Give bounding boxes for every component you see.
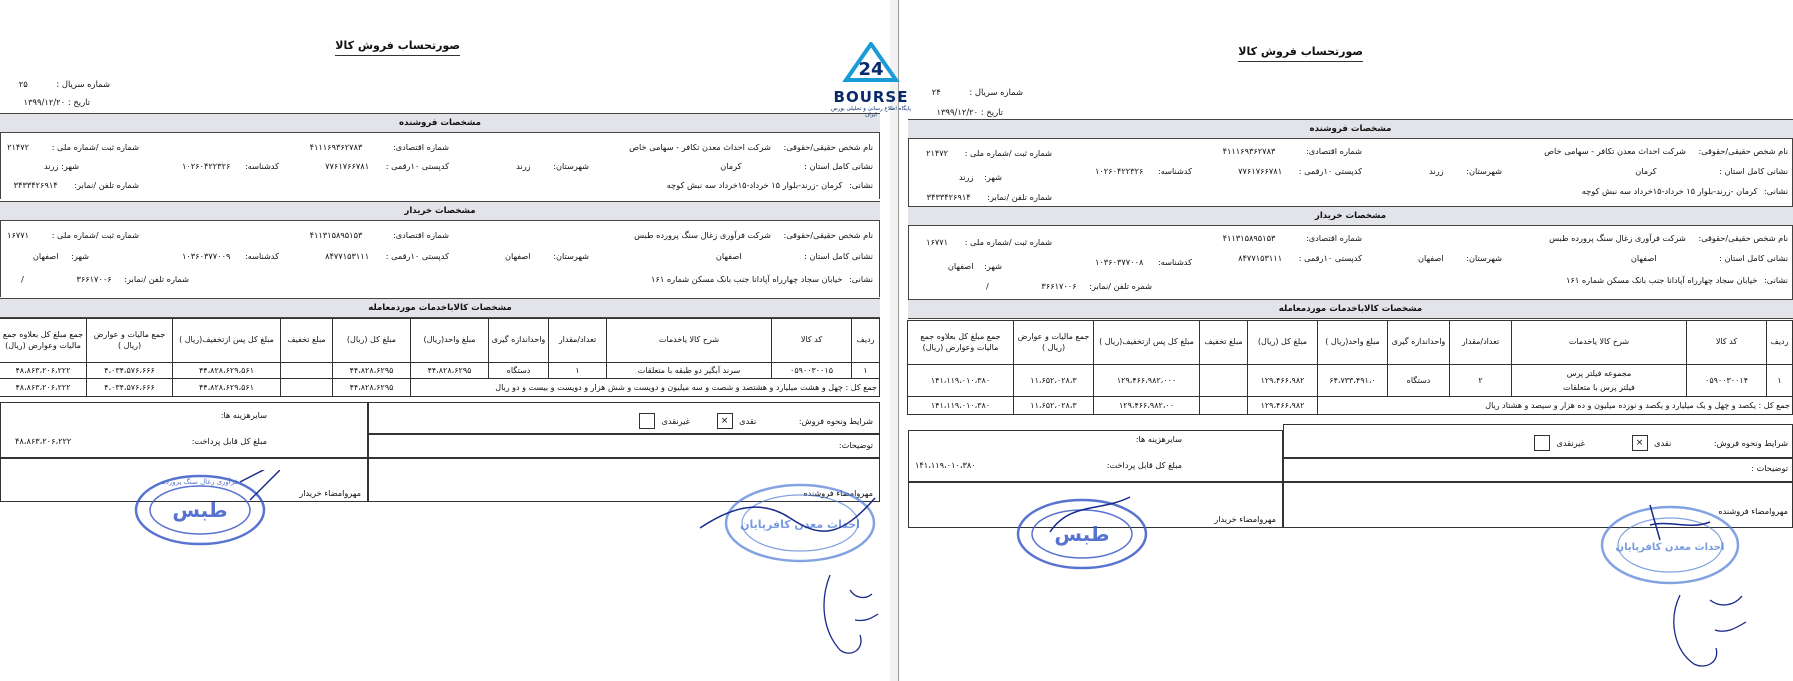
handwriting-right xyxy=(1660,580,1760,675)
col-discount: مبلغ تخفیف xyxy=(1200,321,1248,365)
seller-panel xyxy=(0,133,880,199)
table-row: ۱ ۰۵۹۰۰۳۰۰۱۴ مجموعه فیلتر پرس فیلتر پرس با متعلقات ۲ دستگاه ۶۴،۷۳۳،۴۹۱،۰ ۱۲۹،۴۶۶،۹۸۲ ۱۲۹،۴۶۶،۹۸۲،۰۰۰ ۱۱،۶۵۲،۰۲۸،۳ ۱۴۱،۱۱۹،۰۱۰،۳۸۰ xyxy=(908,365,1793,397)
buyer-header: مشخصات خریدار xyxy=(0,201,880,221)
seller-reg-row: شماره ثبت /شماره ملی : ۲۱۴۷۲ xyxy=(926,148,1052,158)
seller-stamp-right xyxy=(1590,500,1750,590)
payable-amount: ۱۴۱،۱۱۹،۰۱۰،۳۸۰ xyxy=(915,460,976,470)
seller-postal-row: کدپستی ۱۰رقمی : ۷۷۶۱۷۶۶۷۸۱ xyxy=(325,161,449,171)
seller-sign-label: مهروامضاء فروشنده xyxy=(1718,506,1788,516)
invoice-date: ۱۳۹۹/۱۲/۲۰ xyxy=(23,97,66,107)
bourse-logo: 24 BOURSE پایگاه اطلاع رسانی و تحلیلی بورس ایران xyxy=(826,42,916,112)
col-code: کد کالا xyxy=(772,319,852,363)
svg-text:24: 24 xyxy=(858,59,884,80)
payable-label: مبلغ کل قابل پرداخت: xyxy=(1106,460,1182,470)
terms-label: شرایط ونحوه فروش: xyxy=(1713,437,1788,448)
notes-label: توضیحات : xyxy=(1751,463,1788,473)
buyer-reg-row: شماره ثبت /شماره ملی : ۱۶۷۷۱ xyxy=(926,237,1052,247)
buyer-econ-row: شماره اقتصادی: ۴۱۱۳۱۵۸۹۵۱۵۳ xyxy=(309,230,449,240)
buyer-reg-row: شماره ثبت /شماره ملی : ۱۶۷۷۱ xyxy=(7,230,139,240)
buyer-province-row: نشانی کامل استان : اصفهان xyxy=(715,251,873,261)
seller-province-row: نشانی کامل استان : کرمان xyxy=(1635,166,1788,176)
handwriting-left xyxy=(810,570,890,665)
buyer-econ-row: شماره اقتصادی: ۴۱۱۳۱۵۸۹۵۱۵۳ xyxy=(1222,233,1362,243)
col-row: ردیف xyxy=(852,319,880,363)
buyer-postal-row: کدپستی ۱۰رقمی : ۸۴۷۷۱۵۳۱۱۱ xyxy=(1238,253,1362,263)
col-unit: واحداندازه گیری xyxy=(1388,321,1450,365)
other-costs-label: سایرهزینه ها: xyxy=(1135,434,1182,444)
col-code: کد کالا xyxy=(1687,321,1767,365)
seller-phone-row: شماره تلفن /نمابر: ۳۴۳۳۴۲۶۹۱۴ xyxy=(13,180,139,190)
seller-town-row: شهر: زرند xyxy=(43,161,79,171)
items-table xyxy=(0,318,880,397)
buyer-town-row: شهر: اصفهان xyxy=(947,261,1002,271)
payable-amount: ۴۸،۸۶۳،۲۰۶،۲۲۲ xyxy=(15,436,72,446)
sum-tax: ۴،۰۳۴،۵۷۶،۶۶۶ xyxy=(87,379,173,397)
buyer-header: مشخصات خریدار xyxy=(908,206,1793,226)
buyer-nid-row: کدشناسه: ۱۰۳۶۰۳۷۷۰۰۸ xyxy=(1094,257,1192,267)
sum-grand: ۱۴۱،۱۱۹،۰۱۰،۳۸۰ xyxy=(908,397,1014,415)
sum-total: ۱۲۹،۴۶۶،۹۸۲ xyxy=(1248,397,1318,415)
buyer-address-row: نشانی: خیابان سجاد چهارراه آپادانا جنب بانک مسکن شماره ۱۶۱ xyxy=(1566,275,1788,285)
col-after-discount: مبلغ کل پس ازتخفیف(ریال ) xyxy=(173,319,281,363)
seller-econ-row: شماره اقتصادی: ۴۱۱۱۶۹۳۶۲۷۸۳ xyxy=(1222,146,1362,156)
col-grand: جمع مبلغ کل بعلاوه جمع مالیات وعوارض (ریال) xyxy=(0,319,87,363)
bourse-logo-icon xyxy=(841,42,901,84)
sum-row: جمع کل : یکصد و چهل و یک میلیارد و یکصد و نوزده میلیون و ده هزار و سیصد و هشتاد ریال ۱۲۹،۴۶۶،۹۸۲ ۱۲۹،۴۶۶،۹۸۲،۰۰ ۱۱،۶۵۲،۰۲۸،۳ ۱۴۱،۱۱۹،۰۱۰،۳۸۰ xyxy=(908,397,1793,415)
col-discount: مبلغ تخفیف xyxy=(281,319,333,363)
date-line: تاریخ : ۱۳۹۹/۱۲/۲۰ xyxy=(23,97,90,107)
svg-text:احداث معدن کافرپایان: احداث معدن کافرپایان xyxy=(1615,542,1725,553)
sum-row: جمع کل : چهل و هشت میلیارد و هشتصد و شصت و سه میلیون و دویست و شش هزار و دویست و بیست و دو ریال ۴۴،۸۲۸،۶۲۹۵ ۴۴،۸۲۸،۶۲۹،۵۶۱ ۴،۰۳۴،۵۷۶،۶۶۶ ۴۸،۸۶۳،۲۰۶،۲۲۲ xyxy=(0,379,880,397)
seller-nid-row: کدشناسه: ۱۰۲۶۰۴۲۲۳۲۶ xyxy=(1094,166,1192,176)
noncash-checkbox[interactable] xyxy=(639,413,655,429)
items-header-row xyxy=(0,319,880,363)
terms-box: شرایط ونحوه فروش: نقدی × غیرنقدی xyxy=(368,402,880,434)
col-total: مبلغ کل (ریال) xyxy=(333,319,411,363)
cash-checkbox[interactable]: × xyxy=(1632,435,1648,451)
col-after-discount: مبلغ کل پس ازتخفیف(ریال ) xyxy=(1094,321,1200,365)
seller-address-row: نشانی: کرمان -زرند-بلوار ۱۵ خرداد-۱۵خرداد سه نبش کوچه xyxy=(1581,186,1788,196)
sum-tax: ۱۱،۶۵۲،۰۲۸،۳ xyxy=(1014,397,1094,415)
sum-after: ۴۴،۸۲۸،۶۲۹،۵۶۱ xyxy=(173,379,281,397)
buyer-address-row: نشانی: خیابان سجاد چهارراه آپادانا جنب بانک مسکن شماره ۱۶۱ xyxy=(651,274,873,284)
col-desc: شرح کالا یاخدمات xyxy=(1512,321,1687,365)
invoice-date: ۱۳۹۹/۱۲/۲۰ xyxy=(936,107,979,117)
date-line: تاریخ : ۱۳۹۹/۱۲/۲۰ xyxy=(936,107,1003,117)
invoice-title: صورتحساب فروش کالا xyxy=(1238,46,1363,62)
svg-text:احداث معدن کافرپایان: احداث معدن کافرپایان xyxy=(740,518,860,531)
notes-box xyxy=(368,434,880,458)
buyer-phone-row: شماره تلفن /نمابر: ۳۶۶۱۷۰۰۶ / xyxy=(21,274,189,284)
buyer-town-row: شهر: اصفهان xyxy=(32,251,89,261)
seller-header: مشخصات فروشنده xyxy=(908,119,1793,139)
seller-nid-row: کدشناسه: ۱۰۲۶۰۴۲۲۳۲۶ xyxy=(181,161,279,171)
items-table xyxy=(907,320,1793,415)
sum-words: یکصد و چهل و یک میلیارد و یکصد و نوزده میلیون و ده هزار و سیصد و هشتاد ریال xyxy=(1485,400,1756,410)
col-tax: جمع مالیات و عوارض (ریال ) xyxy=(1014,321,1094,365)
buyer-phone-row: شمره تلفن /نمابر: ۳۶۶۱۷۰۰۶ / xyxy=(986,281,1152,291)
buyer-sign-label: مهروامضاء خریدار xyxy=(1214,514,1276,524)
terms-label: شرایط ونحوه فروش: xyxy=(798,415,873,426)
buyer-stamp-right xyxy=(1010,492,1160,576)
svg-text:فرآوری زغال سنگ پرورده: فرآوری زغال سنگ پرورده xyxy=(162,478,238,486)
buyer-city-row: شهرستان: اصفهان xyxy=(504,251,589,261)
other-costs-label: سایرهزینه ها: xyxy=(220,410,267,420)
payable-box xyxy=(908,430,1283,482)
seller-stamp-left xyxy=(700,478,880,568)
col-desc: شرح کالا یاخدمات xyxy=(607,319,772,363)
items-header-row xyxy=(908,321,1793,365)
sum-total: ۴۴،۸۲۸،۶۲۹۵ xyxy=(333,379,411,397)
serial-line: شماره سریال : ۲۴ xyxy=(931,87,1023,97)
seller-econ-row: شماره اقتصادی: ۴۱۱۱۶۹۳۶۲۷۸۳ xyxy=(309,142,449,152)
seller-phone-row: شماره تلفن /نمابر: ۳۴۳۳۴۲۶۹۱۴ xyxy=(926,192,1052,202)
seller-reg-row: شماره ثبت /شماره ملی : ۲۱۴۷۲ xyxy=(7,142,139,152)
buyer-name-row: نام شخص حقیقی/حقوقی: شرکت فرآوری زغال سنگ پرورده طبس xyxy=(634,230,873,240)
invoice-title: صورتحساب فروش کالا xyxy=(335,40,460,56)
buyer-province-row: نشانی کامل استان : اصفهان xyxy=(1630,253,1788,263)
seller-city-row: شهرستان: زرند xyxy=(1429,166,1502,176)
invoice-left xyxy=(0,0,890,681)
cash-checkbox[interactable]: × xyxy=(717,413,733,429)
serial-line: شماره سریال : ۲۵ xyxy=(18,79,110,89)
col-unit-price: مبلغ واحد(ریال) xyxy=(411,319,489,363)
seller-name-row: نام شخص حقیقی/حقوقی: شرکت احداث معدن تکافر - سهامی خاص xyxy=(1544,146,1788,156)
sum-grand: ۴۸،۸۶۳،۲۰۶،۲۲۲ xyxy=(0,379,87,397)
buyer-name-row: نام شخص حقیقی/حقوقی: شرکت فرآوری زغال سنگ پرورده طبس xyxy=(1549,233,1788,243)
serial-number: ۲۴ xyxy=(931,87,941,97)
seller-town-row: شهر: زرند xyxy=(958,172,1002,182)
col-unit-price: مبلغ واحد(ریال ) xyxy=(1318,321,1388,365)
buyer-panel xyxy=(908,226,1793,302)
col-tax: جمع مالیات و عوارض (ریال ) xyxy=(87,319,173,363)
terms-box: شرایط ونحوه فروش: نقدی × غیرنقدی xyxy=(1283,424,1793,458)
serial-number: ۲۵ xyxy=(18,79,28,89)
seller-header: مشخصات فروشنده xyxy=(0,113,880,133)
notes-box xyxy=(1283,458,1793,482)
col-qty: تعداد/مقدار xyxy=(1450,321,1512,365)
svg-text:طبس: طبس xyxy=(172,498,228,522)
seller-sign-label: مهروامضاء فروشنده xyxy=(803,488,873,498)
seller-panel xyxy=(908,139,1793,207)
buyer-city-row: شهرستان: اصفهان xyxy=(1417,253,1502,263)
seller-province-row: نشانی کامل استان : کرمان xyxy=(720,161,873,171)
payable-label: مبلغ کل قابل پرداخت: xyxy=(191,436,267,446)
col-grand: جمع مبلغ کل بعلاوه جمع مالیات وعوارض (ریال) xyxy=(908,321,1014,365)
buyer-sign-label: مهروامضاء خریدار xyxy=(299,488,361,498)
items-header: مشخصات کالاباخدمات موردمعامله xyxy=(908,299,1793,319)
buyer-stamp-left xyxy=(130,470,280,550)
seller-postal-row: کدپستی ۱۰رقمی : ۷۷۶۱۷۶۶۷۸۱ xyxy=(1238,166,1362,176)
seller-name-row: نام شخص حقیقی/حقوقی: شرکت احداث معدن تکافر - سهامی خاص xyxy=(629,142,873,152)
svg-text:طبس: طبس xyxy=(1054,522,1110,546)
sum-after: ۱۲۹،۴۶۶،۹۸۲،۰۰ xyxy=(1094,397,1200,415)
seller-city-row: شهرستان: زرند xyxy=(516,161,589,171)
payable-box xyxy=(0,402,368,458)
notes-label: توضیحات: xyxy=(838,440,873,450)
sum-words: چهل و هشت میلیارد و هشتصد و شصت و سه میلیون و دویست و شش هزار و دویست و بیست و دو ریال xyxy=(495,382,843,392)
col-unit: واحداندازه گیری xyxy=(489,319,549,363)
col-qty: تعداد/مقدار xyxy=(549,319,607,363)
noncash-checkbox[interactable] xyxy=(1534,435,1550,451)
seller-address-row: نشانی: کرمان -زرند-بلوار ۱۵ خرداد-۱۵خرداد سه نبش کوچه xyxy=(666,180,873,190)
buyer-nid-row: کدشناسه: ۱۰۳۶۰۳۷۷۰۰۹ xyxy=(181,251,279,261)
buyer-postal-row: کدپستی ۱۰رقمی : ۸۴۷۷۱۵۳۱۱۱ xyxy=(325,251,449,261)
buyer-panel xyxy=(0,221,880,297)
col-row: ردیف xyxy=(1767,321,1793,365)
items-header: مشخصات کالاباخدمات موردمعامله xyxy=(0,298,880,318)
col-total: مبلغ کل (ریال) xyxy=(1248,321,1318,365)
table-row: ۱ ۰۵۹۰۰۳۰۰۱۵ سرند آبگیر دو طبقه با متعلقات ۱ دستگاه ۴۴،۸۲۸،۶۲۹۵ ۴۴،۸۲۸،۶۲۹۵ ۴۴،۸۲۸،۶۲۹،۵۶۱ ۴،۰۳۴،۵۷۶،۶۶۶ ۴۸،۸۶۳،۲۰۶،۲۲۲ xyxy=(0,363,880,379)
